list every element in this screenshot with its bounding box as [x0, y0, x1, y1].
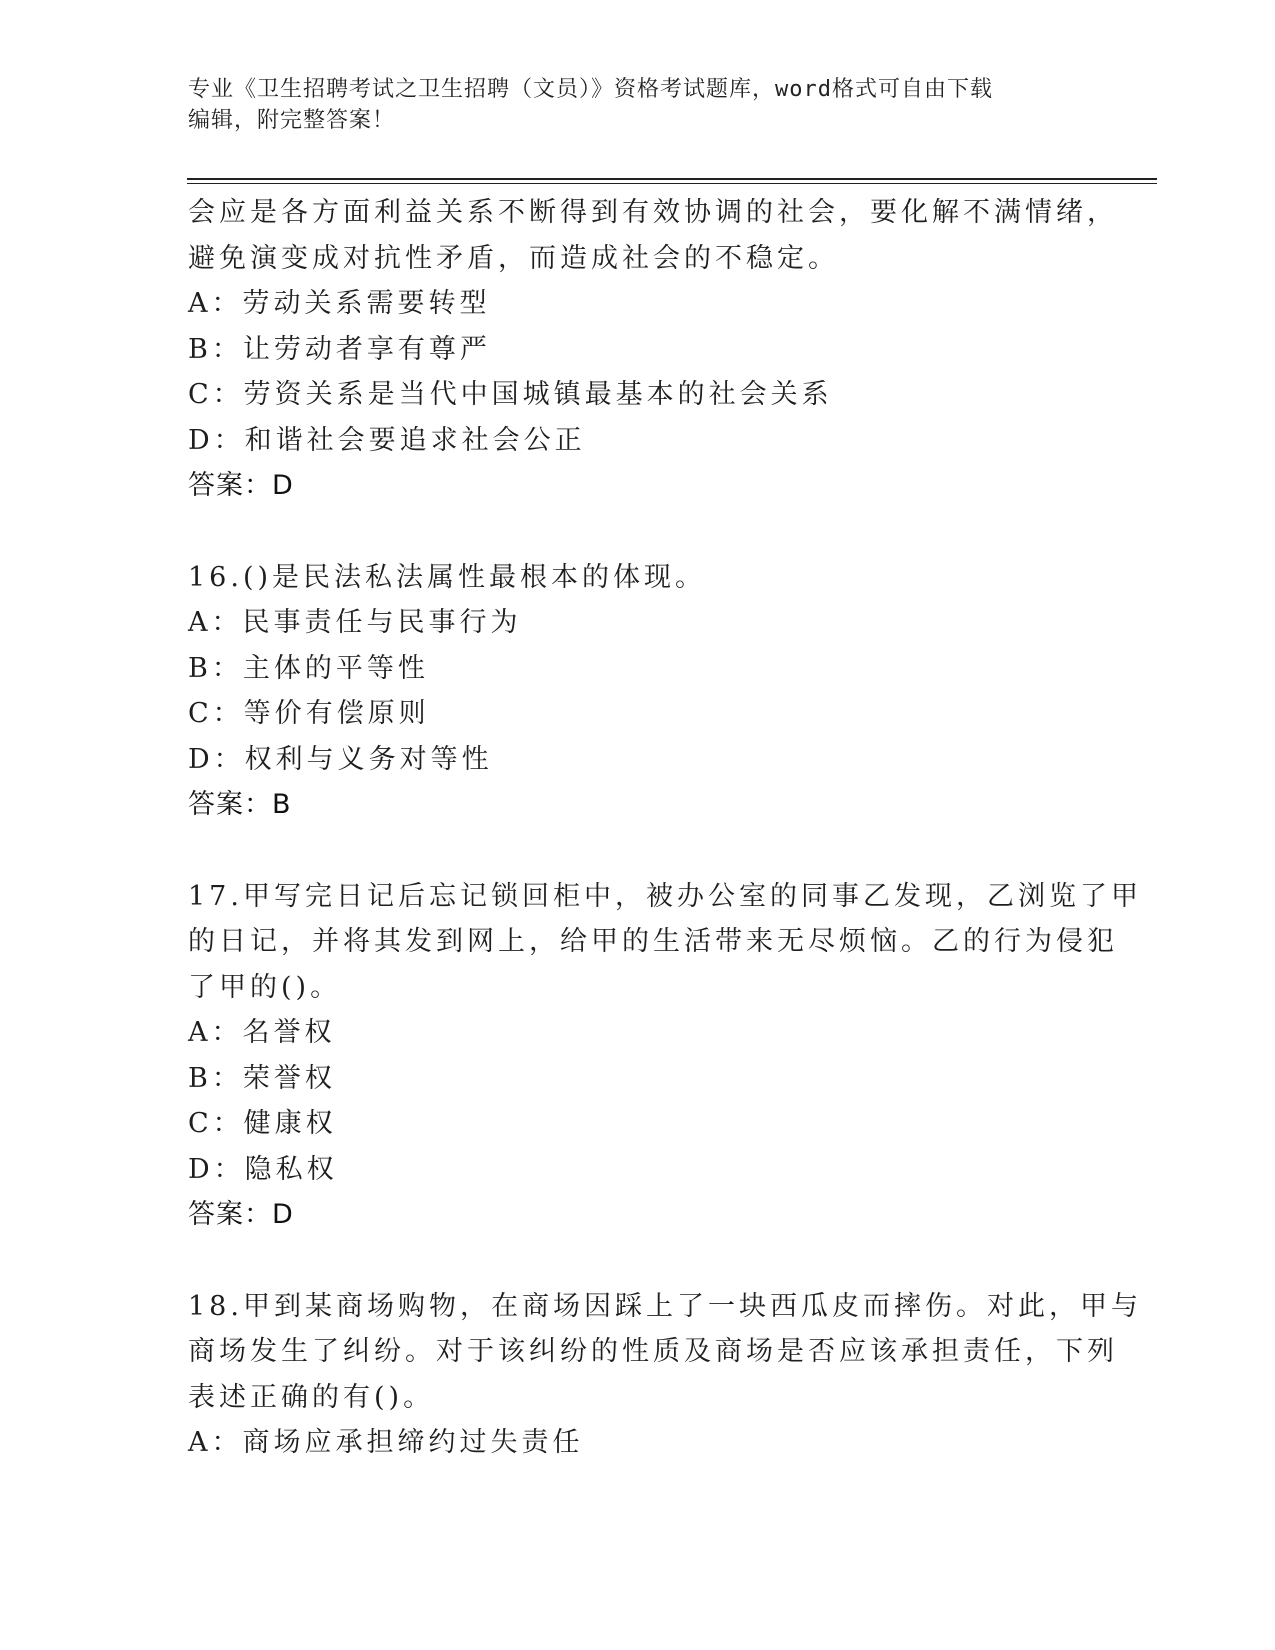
header-rule-thick	[187, 178, 1157, 180]
header-line-1: 专业《卫生招聘考试之卫生招聘（文员）》资格考试题库，word格式可自由下载	[188, 77, 993, 102]
option-d: D：和谐社会要追求社会公正	[188, 424, 586, 456]
question-spacer	[188, 1238, 1088, 1284]
option-a: A：民事责任与民事行为	[188, 607, 522, 638]
question-spacer	[188, 509, 1088, 555]
question-text-line: 17.甲写完日记后忘记锁回柜中，被办公室的同事乙发现，乙浏览了甲	[188, 880, 1142, 912]
question-17	[188, 874, 1142, 1238]
answer-label: 答案：B	[188, 789, 292, 820]
option-d: D：权利与义务对等性	[188, 743, 493, 775]
option-c: C：等价有偿原则	[188, 698, 430, 729]
option-c: C：健康权	[188, 1108, 337, 1139]
option-b: B：主体的平等性	[188, 652, 429, 684]
option-b: B：荣誉权	[188, 1062, 336, 1094]
document-header	[188, 74, 1088, 136]
question-16	[188, 555, 1088, 828]
question-text-line: 商场发生了纠纷。对于该纠纷的性质及商场是否应该承担责任，下列	[188, 1336, 1118, 1367]
question-text-line: 避免演变成对抗性矛盾，而造成社会的不稳定。	[188, 242, 839, 274]
question-text-line: 18.甲到某商场购物，在商场因踩上了一块西瓜皮而摔伤。对此，甲与	[188, 1290, 1142, 1322]
header-line-2: 编辑，附完整答案！	[188, 108, 396, 133]
question-text-line: 表述正确的有()。	[188, 1381, 435, 1413]
question-text-line: 16.()是民法私法属性最根本的体现。	[188, 561, 707, 593]
question-spacer	[188, 828, 1088, 874]
question-18	[188, 1284, 1142, 1466]
document-body	[188, 190, 1142, 1466]
option-b: B：让劳动者享有尊严	[188, 333, 491, 365]
question-text-line: 会应是各方面利益关系不断得到有效协调的社会，要化解不满情绪，	[188, 197, 1118, 228]
question-text-line: 了甲的()。	[188, 971, 342, 1003]
header-rule-thin	[187, 183, 1157, 184]
option-a: A：劳动关系需要转型	[188, 288, 491, 319]
question-text-line: 的日记，并将其发到网上，给甲的生活带来无尽烦恼。乙的行为侵犯	[188, 926, 1118, 957]
option-c: C：劳资关系是当代中国城镇最基本的社会关系	[188, 379, 833, 410]
option-a: A：名誉权	[188, 1017, 336, 1048]
option-a: A：商场应承担缔约过失责任	[188, 1427, 584, 1458]
option-d: D：隐私权	[188, 1153, 338, 1185]
question-15-continuation	[188, 190, 1118, 509]
answer-label: 答案：D	[188, 1199, 294, 1230]
answer-label: 答案：D	[188, 470, 294, 501]
